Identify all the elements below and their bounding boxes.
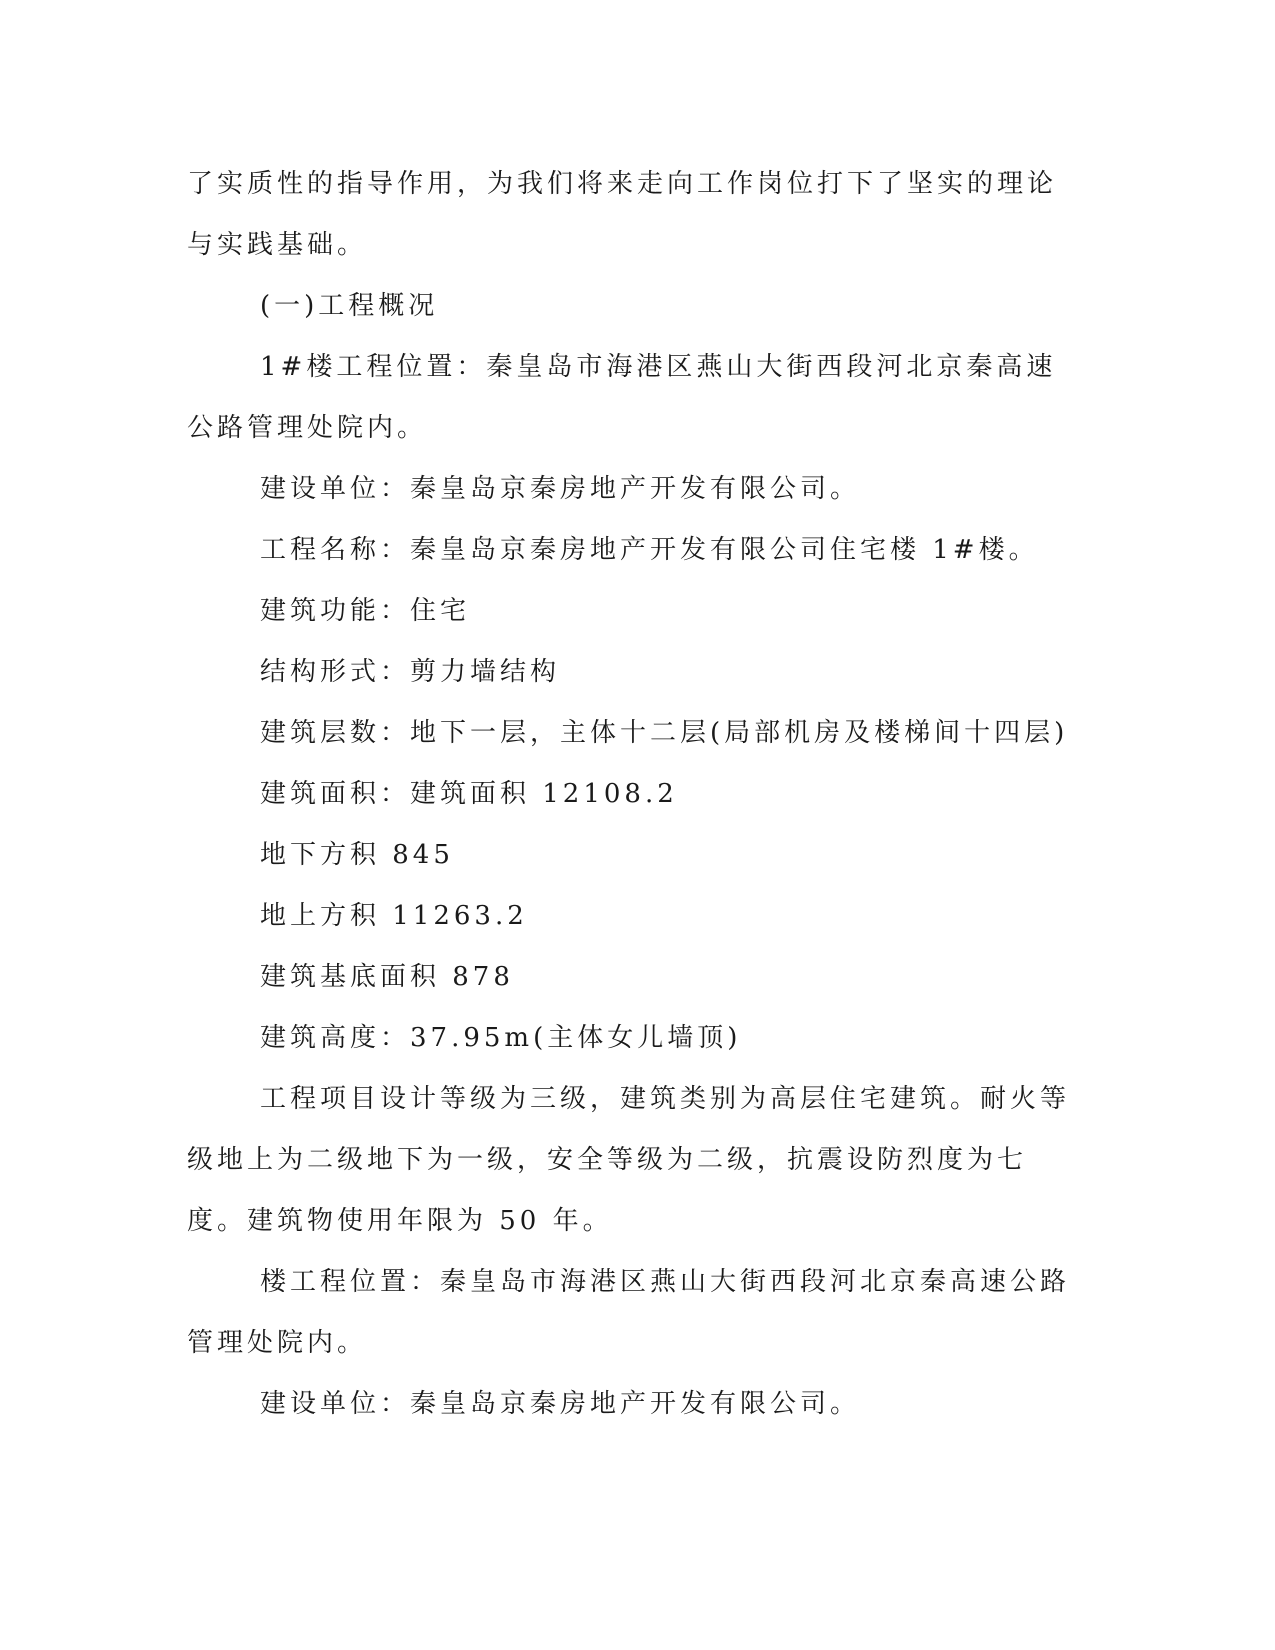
paragraph-total-area: 建筑面积：建筑面积 12108.2 xyxy=(260,779,678,809)
paragraph-underground-area: 地下方积 845 xyxy=(260,840,454,870)
paragraph-project-name: 工程名称：秦皇岛京秦房地产开发有限公司住宅楼 1#楼。 xyxy=(260,535,1039,565)
section-heading: (一)工程概况 xyxy=(260,291,439,321)
paragraph-location: 1#楼工程位置：秦皇岛市海港区燕山大街西段河北京秦高速公路管理处院内。 xyxy=(187,352,1057,443)
paragraph-continuation: 了实质性的指导作用，为我们将来走向工作岗位打下了坚实的理论与实践基础。 xyxy=(187,169,1058,260)
paragraph-location-2: 楼工程位置：秦皇岛市海港区燕山大街西段河北京秦高速公路管理处院内。 xyxy=(187,1267,1071,1358)
paragraph-developer: 建设单位：秦皇岛京秦房地产开发有限公司。 xyxy=(260,474,861,504)
document-body xyxy=(187,154,1072,1435)
paragraph-grades: 工程项目设计等级为三级，建筑类别为高层住宅建筑。耐火等级地上为二级地下为一级，安全等级为二级，抗震设防烈度为七度。建筑物使用年限为 50 年。 xyxy=(187,1084,1071,1236)
paragraph-structure: 结构形式：剪力墙结构 xyxy=(260,657,561,687)
paragraph-aboveground-area: 地上方积 11263.2 xyxy=(260,901,528,931)
paragraph-developer-2: 建设单位：秦皇岛京秦房地产开发有限公司。 xyxy=(260,1389,861,1419)
paragraph-height: 建筑高度：37.95m(主体女儿墙顶) xyxy=(260,1023,742,1053)
paragraph-base-area: 建筑基底面积 878 xyxy=(260,962,514,992)
paragraph-floors: 建筑层数：地下一层，主体十二层(局部机房及楼梯间十四层) xyxy=(260,718,1069,748)
paragraph-function: 建筑功能：住宅 xyxy=(260,596,471,626)
